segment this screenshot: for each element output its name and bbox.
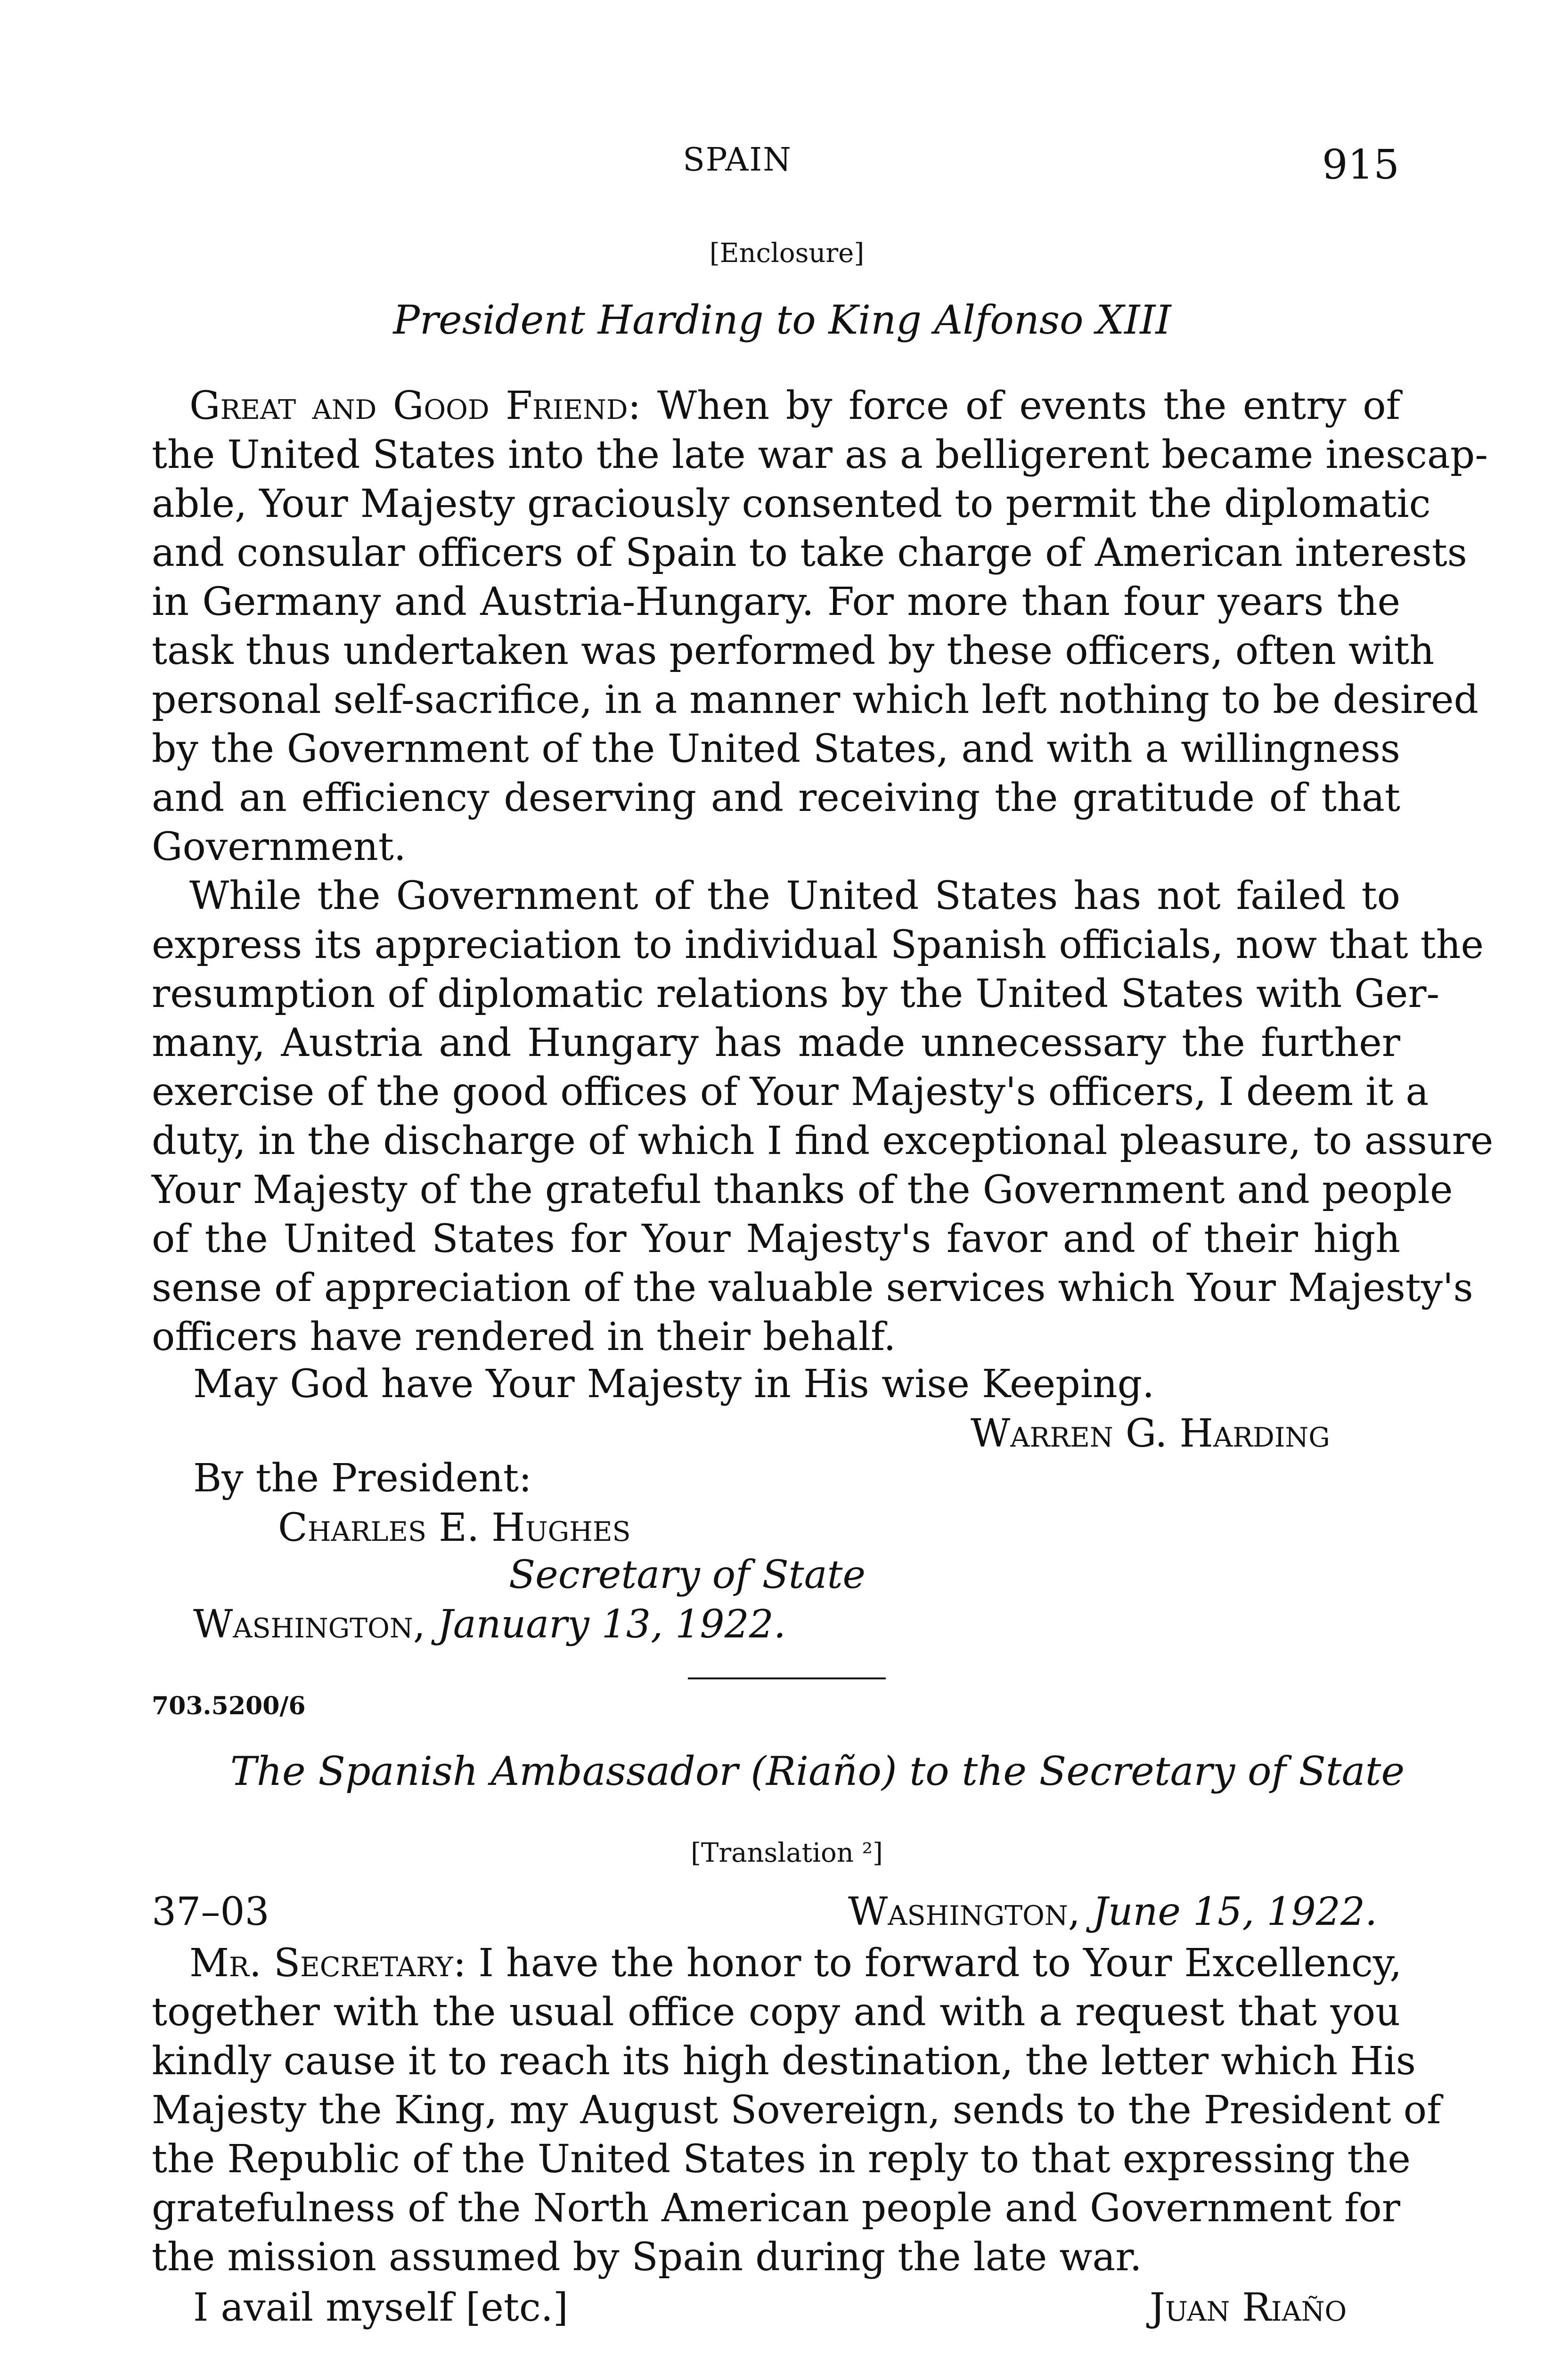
letter2-dateline bbox=[848, 1890, 1377, 1934]
text-line: task thus undertaken was performed by these officers, often with bbox=[152, 629, 1435, 673]
text-line: and an efficiency deserving and receiving the gratitude of that bbox=[152, 776, 1400, 820]
date: January 13, 1922. bbox=[437, 1602, 786, 1647]
text-line: by the Government of the United States, and with a willingness bbox=[152, 727, 1400, 771]
letter1-closing: May God have Your Majesty in His wise Keeping. bbox=[193, 1362, 1155, 1407]
text-line: duty, in the discharge of which I find exceptional pleasure, to assure bbox=[152, 1119, 1494, 1163]
text-line: in Germany and Austria-Hungary. For more than four years the bbox=[152, 580, 1400, 624]
text-line: Great and Good Friend: When by force of events the entry of bbox=[189, 384, 1400, 428]
text-line: resumption of diplomatic relations by the United States with Ger- bbox=[152, 972, 1440, 1016]
text-line: able, Your Majesty graciously consented to permit the diplomatic bbox=[152, 482, 1431, 526]
text-line: the United States into the late war as a belligerent became inescap- bbox=[152, 433, 1488, 477]
letter2-title: The Spanish Ambassador (Riaño) to the Secretary of State bbox=[230, 1748, 1405, 1794]
page-number: 915 bbox=[1322, 141, 1399, 188]
text-line: together with the usual office copy and with a request that you bbox=[152, 1990, 1400, 2035]
countersigner-name: Charles E. Hughes bbox=[278, 1505, 631, 1550]
text-line: gratefulness of the North American people and Government for bbox=[152, 2186, 1400, 2231]
text-line: Government. bbox=[152, 825, 406, 869]
date: June 15, 1922. bbox=[1092, 1890, 1378, 1934]
text-line: Your Majesty of the grateful thanks of the Government and people bbox=[152, 1168, 1453, 1212]
running-head-title: SPAIN bbox=[683, 141, 792, 179]
salutation: Great and Good Friend: bbox=[189, 384, 641, 428]
text-line: express its appreciation to individual Spanish officials, now that the bbox=[152, 923, 1484, 967]
letter2-signature: Juan Riaño bbox=[1150, 2285, 1347, 2330]
letter1-paragraph-1 bbox=[152, 382, 1488, 872]
text-line: of the United States for Your Majesty's favor and of their high bbox=[152, 1217, 1400, 1261]
enclosure-label: [Enclosure] bbox=[709, 238, 865, 269]
reference-number: 37–03 bbox=[152, 1890, 270, 1934]
letter1-signature: Warren G. Harding bbox=[971, 1411, 1330, 1456]
text-line: and consular officers of Spain to take charge of American interests bbox=[152, 531, 1467, 575]
by-the-president: By the President: bbox=[193, 1456, 532, 1501]
letter1-paragraph-2 bbox=[152, 872, 1494, 1362]
text-line: sense of appreciation of the valuable services which Your Majesty's bbox=[152, 1266, 1473, 1310]
text-line: the mission assumed by Spain during the late war. bbox=[152, 2235, 1142, 2280]
file-number: 703.5200/6 bbox=[152, 1692, 306, 1720]
text-line: Mr. Secretary: I have the honor to forward to Your Excellency, bbox=[189, 1941, 1402, 1986]
place: Washington, bbox=[848, 1890, 1080, 1934]
text-line: many, Austria and Hungary has made unnecessary the further bbox=[152, 1021, 1400, 1065]
letter1-dateline bbox=[193, 1602, 786, 1647]
text-line: Majesty the King, my August Sovereign, sends to the President of bbox=[152, 2088, 1441, 2133]
countersigner-title: Secretary of State bbox=[509, 1553, 866, 1597]
text-line: exercise of the good offices of Your Majesty's officers, I deem it a bbox=[152, 1070, 1429, 1114]
letter2-closing: I avail myself [etc.] bbox=[193, 2285, 568, 2330]
section-divider bbox=[688, 1677, 886, 1679]
letter2-paragraph bbox=[152, 1939, 1441, 2282]
text-line: the Republic of the United States in reply to that expressing the bbox=[152, 2137, 1411, 2182]
text-line: officers have rendered in their behalf. bbox=[152, 1315, 896, 1359]
text-line: While the Government of the United States has not failed to bbox=[189, 874, 1400, 918]
letter1-title: President Harding to King Alfonso XIII bbox=[393, 297, 1171, 343]
text-line: personal self-sacrifice, in a manner which left nothing to be desired bbox=[152, 678, 1479, 722]
place: Washington, bbox=[193, 1602, 425, 1647]
salutation: Mr. Secretary: bbox=[189, 1941, 466, 1986]
text-line: kindly cause it to reach its high destination, the letter which His bbox=[152, 2039, 1416, 2084]
translation-label: [Translation ²] bbox=[691, 1838, 883, 1868]
